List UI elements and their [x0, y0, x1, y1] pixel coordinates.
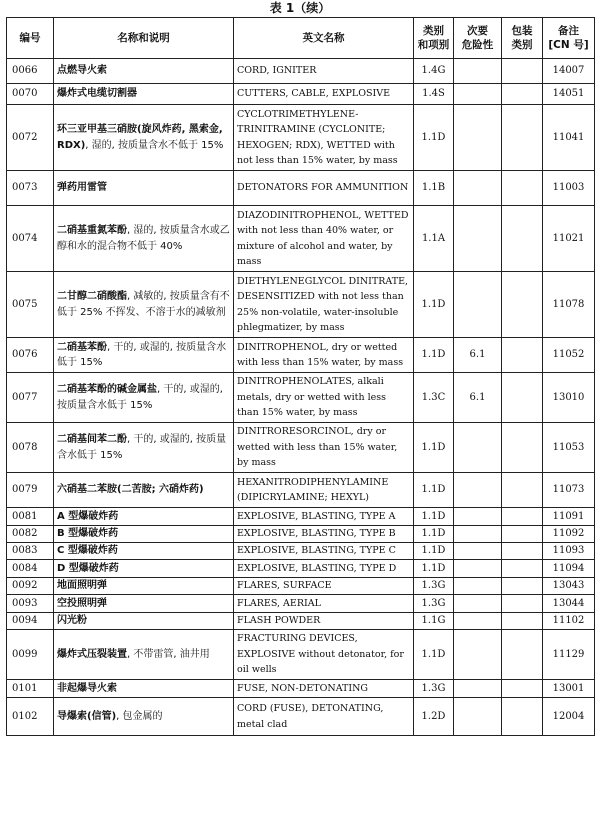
class-division: 1.4G: [414, 59, 454, 84]
subsidiary-risk: [454, 105, 502, 171]
un-number: 0082: [7, 526, 54, 543]
chinese-name: [54, 560, 234, 578]
english-name: DETONATORS FOR AMMUNITION: [234, 171, 414, 206]
table-row: [7, 338, 595, 373]
chinese-name-bold: 二硝基苯酚: [57, 341, 107, 353]
un-number: 0093: [7, 595, 54, 613]
un-number: 0075: [7, 272, 54, 338]
un-number: 0092: [7, 578, 54, 595]
packing-group: [502, 272, 543, 338]
un-number: 0094: [7, 613, 54, 630]
class-division: 1.1D: [414, 338, 454, 373]
class-division: 1.1D: [414, 473, 454, 508]
chinese-name: [54, 526, 234, 543]
english-name: DIETHYLENEGLYCOL DINITRATE, DESENSITIZED with not less than 25% non-volatile, water-insoluble phlegmatizer, by mass: [234, 272, 414, 338]
cn-number: 11129: [543, 630, 595, 680]
table-row: [7, 543, 595, 560]
english-name: CUTTERS, CABLE, EXPLOSIVE: [234, 84, 414, 105]
cn-number: 11053: [543, 423, 595, 473]
cn-number: 11102: [543, 613, 595, 630]
cn-number: 11093: [543, 543, 595, 560]
chinese-name-bold: D 型爆破炸药: [57, 562, 119, 574]
packing-group: [502, 613, 543, 630]
class-division: 1.3G: [414, 595, 454, 613]
class-division: 1.1D: [414, 543, 454, 560]
subsidiary-risk: [454, 473, 502, 508]
chinese-name: [54, 680, 234, 698]
chinese-name: [54, 171, 234, 206]
un-number: 0101: [7, 680, 54, 698]
un-number: 0070: [7, 84, 54, 105]
class-division: 1.3C: [414, 373, 454, 423]
table-caption: 表 1（续）: [269, 1, 331, 15]
english-name: FLASH POWDER: [234, 613, 414, 630]
table-row: [7, 578, 595, 595]
table-row: [7, 171, 595, 206]
un-number: 0083: [7, 543, 54, 560]
header-packing-group: 包装 类别: [502, 18, 543, 59]
table-row: [7, 595, 595, 613]
header-row: [7, 18, 595, 59]
packing-group: [502, 680, 543, 698]
un-number: 0084: [7, 560, 54, 578]
header-class: 类别 和项别: [414, 18, 454, 59]
cn-number: 11041: [543, 105, 595, 171]
cn-number: 13001: [543, 680, 595, 698]
packing-group: [502, 105, 543, 171]
english-name: EXPLOSIVE, BLASTING, TYPE C: [234, 543, 414, 560]
subsidiary-risk: [454, 578, 502, 595]
chinese-name-bold: 二硝基重氮苯酚: [57, 225, 127, 236]
chinese-name: [54, 595, 234, 613]
table-body: [7, 59, 595, 736]
chinese-name: [54, 84, 234, 105]
chinese-name-bold: 六硝基二苯胺(二苦胺; 六硝炸药): [57, 484, 204, 496]
chinese-name: [54, 473, 234, 508]
packing-group: [502, 473, 543, 508]
chinese-name-bold: 空投照明弹: [57, 597, 107, 609]
class-division: 1.1D: [414, 508, 454, 526]
english-name: DINITRORESORCINOL, dry or wetted with less than 15% water, by mass: [234, 423, 414, 473]
un-number: 0078: [7, 423, 54, 473]
chinese-name: [54, 423, 234, 473]
chinese-name-description: , 干的, 或湿的, 按质量含水低于 15%: [57, 384, 223, 411]
english-name: FLARES, AERIAL: [234, 595, 414, 613]
class-division: 1.1G: [414, 613, 454, 630]
chinese-name: [54, 508, 234, 526]
table-row: [7, 508, 595, 526]
dangerous-goods-table: [6, 17, 595, 736]
header-remarks: 备注 [CN 号]: [543, 18, 595, 59]
chinese-name-description: , 湿的, 按质量含水或乙醇和水的混合物不低于 40%: [57, 225, 230, 252]
header-number: 编号: [7, 18, 54, 59]
subsidiary-risk: [454, 59, 502, 84]
english-name: DINITROPHENOLATES, alkali metals, dry or wetted with less than 15% water, by mass: [234, 373, 414, 423]
chinese-name: [54, 59, 234, 84]
packing-group: [502, 84, 543, 105]
english-name: DIAZODINITROPHENOL, WETTED with not less than 40% water, or mixture of alcohol and water, by mass: [234, 206, 414, 272]
table-row: [7, 560, 595, 578]
class-division: 1.1A: [414, 206, 454, 272]
cn-number: 11094: [543, 560, 595, 578]
chinese-name-bold: 导爆索(信管): [57, 710, 117, 722]
packing-group: [502, 595, 543, 613]
un-number: 0081: [7, 508, 54, 526]
cn-number: 14051: [543, 84, 595, 105]
cn-number: 14007: [543, 59, 595, 84]
packing-group: [502, 171, 543, 206]
cn-number: 11021: [543, 206, 595, 272]
un-number: 0077: [7, 373, 54, 423]
english-name: CYCLOTRIMETHYLENE-TRINITRAMINE (CYCLONITE; HEXOGEN; RDX), WETTED with not less than 15% water, by mass: [234, 105, 414, 171]
un-number: 0102: [7, 698, 54, 736]
class-division: 1.4S: [414, 84, 454, 105]
un-number: 0072: [7, 105, 54, 171]
table-row: [7, 613, 595, 630]
cn-number: 13010: [543, 373, 595, 423]
cn-number: 13043: [543, 578, 595, 595]
chinese-name-description: , 湿的, 按质量含水不低于 15%: [85, 139, 224, 151]
chinese-name-description: , 干的, 或湿的, 按质量含水低于 15%: [57, 341, 227, 368]
class-division: 1.1D: [414, 272, 454, 338]
table-row: [7, 206, 595, 272]
subsidiary-risk: 6.1: [454, 338, 502, 373]
packing-group: [502, 560, 543, 578]
cn-number: 11073: [543, 473, 595, 508]
chinese-name: [54, 630, 234, 680]
class-division: 1.3G: [414, 578, 454, 595]
chinese-name-bold: C 型爆破炸药: [57, 545, 118, 557]
english-name: FRACTURING DEVICES, EXPLOSIVE without detonator, for oil wells: [234, 630, 414, 680]
subsidiary-risk: [454, 698, 502, 736]
subsidiary-risk: [454, 526, 502, 543]
english-name: CORD (FUSE), DETONATING, metal clad: [234, 698, 414, 736]
cn-number: 11052: [543, 338, 595, 373]
subsidiary-risk: [454, 543, 502, 560]
subsidiary-risk: [454, 272, 502, 338]
un-number: 0074: [7, 206, 54, 272]
english-name: CORD, IGNITER: [234, 59, 414, 84]
subsidiary-risk: [454, 613, 502, 630]
chinese-name-bold: 二硝基苯酚的碱金属盐: [57, 384, 157, 395]
table-row: [7, 84, 595, 105]
chinese-name-description: , 包金属的: [116, 710, 163, 722]
subsidiary-risk: [454, 206, 502, 272]
subsidiary-risk: 6.1: [454, 373, 502, 423]
table-row: [7, 630, 595, 680]
table-row: [7, 698, 595, 736]
packing-group: [502, 338, 543, 373]
packing-group: [502, 59, 543, 84]
un-number: 0076: [7, 338, 54, 373]
chinese-name: [54, 338, 234, 373]
chinese-name-bold: B 型爆破炸药: [57, 528, 119, 540]
chinese-name: [54, 613, 234, 630]
chinese-name-bold: 爆炸式压裂装置: [57, 648, 127, 660]
class-division: 1.1D: [414, 630, 454, 680]
subsidiary-risk: [454, 680, 502, 698]
english-name: EXPLOSIVE, BLASTING, TYPE A: [234, 508, 414, 526]
chinese-name: [54, 272, 234, 338]
header-subsidiary-risk: 次要 危险性: [454, 18, 502, 59]
packing-group: [502, 698, 543, 736]
chinese-name-bold: 地面照明弹: [57, 580, 107, 592]
header-name-cn: 名称和说明: [54, 18, 234, 59]
chinese-name-bold: A 型爆破炸药: [57, 510, 119, 522]
cn-number: 12004: [543, 698, 595, 736]
un-number: 0073: [7, 171, 54, 206]
chinese-name-bold: 环三亚甲基三硝胺(旋风炸药, 黑索金, RDX): [57, 124, 223, 151]
packing-group: [502, 630, 543, 680]
chinese-name-bold: 弹药用雷管: [57, 182, 107, 194]
packing-group: [502, 423, 543, 473]
subsidiary-risk: [454, 84, 502, 105]
chinese-name-bold: 二甘醇二硝酸酯: [57, 291, 127, 302]
header-name-en: 英文名称: [234, 18, 414, 59]
chinese-name-bold: 二硝基间苯二酚: [57, 434, 127, 445]
class-division: 1.3G: [414, 680, 454, 698]
chinese-name-bold: 爆炸式电缆切割器: [57, 88, 137, 100]
chinese-name-description: , 减敏的, 按质量含有不低于 25% 不挥发、不溶于水的减敏剂: [57, 291, 230, 318]
un-number: 0099: [7, 630, 54, 680]
table-row: [7, 373, 595, 423]
cn-number: 13044: [543, 595, 595, 613]
packing-group: [502, 508, 543, 526]
table-row: [7, 59, 595, 84]
chinese-name: [54, 105, 234, 171]
chinese-name-description: , 不带雷管, 油井用: [127, 648, 210, 660]
table-row: [7, 272, 595, 338]
cn-number: 11092: [543, 526, 595, 543]
english-name: FUSE, NON-DETONATING: [234, 680, 414, 698]
packing-group: [502, 373, 543, 423]
subsidiary-risk: [454, 560, 502, 578]
table-row: [7, 526, 595, 543]
english-name: HEXANITRODIPHENYLAMINE (DIPICRYLAMINE; HEXYL): [234, 473, 414, 508]
chinese-name: [54, 698, 234, 736]
packing-group: [502, 206, 543, 272]
chinese-name: [54, 578, 234, 595]
packing-group: [502, 543, 543, 560]
cn-number: 11078: [543, 272, 595, 338]
english-name: FLARES, SURFACE: [234, 578, 414, 595]
table-row: [7, 680, 595, 698]
cn-number: 11091: [543, 508, 595, 526]
subsidiary-risk: [454, 171, 502, 206]
table-row: [7, 105, 595, 171]
chinese-name: [54, 206, 234, 272]
chinese-name-bold: 闪光粉: [57, 615, 87, 627]
table-row: [7, 473, 595, 508]
class-division: 1.1D: [414, 423, 454, 473]
class-division: 1.1D: [414, 526, 454, 543]
chinese-name-description: , 干的, 或湿的, 按质量含水低于 15%: [57, 434, 227, 461]
un-number: 0079: [7, 473, 54, 508]
un-number: 0066: [7, 59, 54, 84]
subsidiary-risk: [454, 630, 502, 680]
table-row: [7, 423, 595, 473]
english-name: EXPLOSIVE, BLASTING, TYPE D: [234, 560, 414, 578]
packing-group: [502, 526, 543, 543]
subsidiary-risk: [454, 423, 502, 473]
chinese-name-bold: 点燃导火索: [57, 65, 107, 77]
class-division: 1.1D: [414, 105, 454, 171]
subsidiary-risk: [454, 508, 502, 526]
chinese-name-bold: 非起爆导火索: [57, 682, 117, 694]
class-division: 1.2D: [414, 698, 454, 736]
class-division: 1.1D: [414, 560, 454, 578]
cn-number: 11003: [543, 171, 595, 206]
chinese-name: [54, 373, 234, 423]
english-name: DINITROPHENOL, dry or wetted with less than 15% water, by mass: [234, 338, 414, 373]
english-name: EXPLOSIVE, BLASTING, TYPE B: [234, 526, 414, 543]
chinese-name: [54, 543, 234, 560]
class-division: 1.1B: [414, 171, 454, 206]
packing-group: [502, 578, 543, 595]
subsidiary-risk: [454, 595, 502, 613]
